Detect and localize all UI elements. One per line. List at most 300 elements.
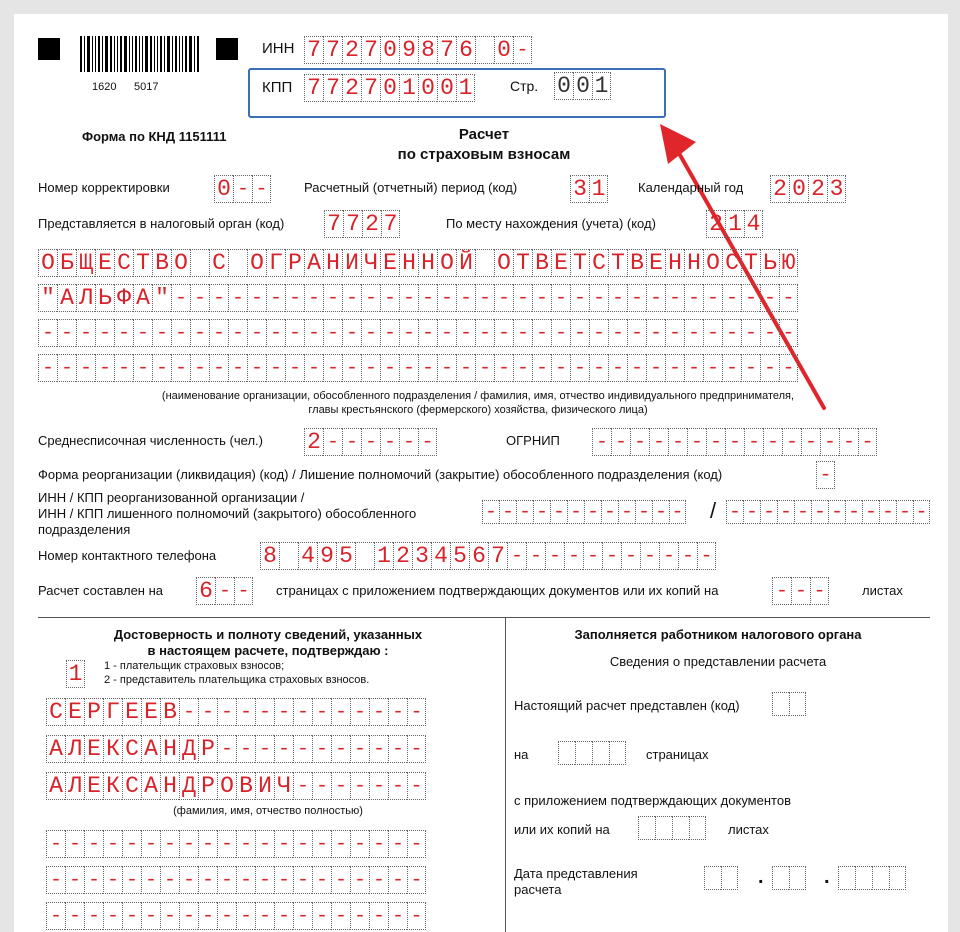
- char-cell: -: [57, 354, 76, 382]
- char-cell: -: [190, 284, 209, 312]
- year-cells[interactable]: [770, 175, 846, 203]
- char-cell: -: [816, 461, 835, 489]
- char-cell: -: [896, 500, 913, 524]
- char-cell: [772, 866, 789, 890]
- submitted-label: Настоящий расчет представлен (код): [514, 698, 740, 713]
- barcode-bar: [157, 36, 158, 72]
- extra-row-3[interactable]: [46, 902, 426, 930]
- char-cell: [889, 866, 906, 890]
- char-cell: -: [583, 542, 602, 570]
- char-cell: 7: [304, 74, 323, 102]
- inn-cells[interactable]: [304, 36, 532, 64]
- extra-row-1[interactable]: [46, 830, 426, 858]
- char-cell: -: [499, 500, 516, 524]
- char-cell: -: [646, 319, 665, 347]
- signer-code-cell[interactable]: [66, 660, 85, 688]
- org-name-row-1[interactable]: [38, 249, 798, 277]
- char-cell: -: [228, 284, 247, 312]
- barcode-bar: [102, 36, 103, 72]
- correction-cells[interactable]: [214, 175, 271, 203]
- page-number-cells[interactable]: [554, 72, 611, 100]
- char-cell: -: [858, 428, 877, 456]
- char-cell: 2: [770, 175, 789, 203]
- char-cell: В: [236, 772, 255, 800]
- form-title-line1: Расчет: [458, 126, 510, 143]
- char-cell: 1: [456, 74, 475, 102]
- barcode-bar: [182, 36, 183, 72]
- char-cell: А: [46, 735, 65, 763]
- copies-label: или их копий на: [514, 822, 610, 837]
- char-cell: -: [608, 284, 627, 312]
- char-cell: -: [84, 866, 103, 894]
- char-cell: -: [551, 319, 570, 347]
- char-cell: 4: [298, 542, 317, 570]
- date-label-2: расчета: [514, 882, 562, 897]
- char-cell: Ч: [274, 772, 293, 800]
- char-cell: Т: [570, 249, 589, 277]
- date-month-cells[interactable]: [772, 866, 806, 890]
- char-cell: Т: [133, 249, 152, 277]
- char-cell: -: [323, 284, 342, 312]
- char-cell: Н: [684, 249, 703, 277]
- char-cell: -: [706, 428, 725, 456]
- char-cell: -: [550, 500, 567, 524]
- char-cell: 1: [592, 72, 611, 100]
- barcode-bar: [172, 36, 173, 72]
- char-cell: -: [274, 735, 293, 763]
- office-block-title: Заполняется работником налогового органа: [574, 627, 862, 642]
- char-cell: -: [255, 866, 274, 894]
- char-cell: -: [592, 428, 611, 456]
- char-cell: -: [312, 772, 331, 800]
- char-cell: -: [57, 319, 76, 347]
- char-cell: -: [418, 428, 437, 456]
- char-cell: -: [913, 500, 930, 524]
- char-cell: -: [312, 902, 331, 930]
- char-cell: -: [532, 354, 551, 382]
- char-cell: -: [114, 319, 133, 347]
- char-cell: -: [741, 319, 760, 347]
- char-cell: -: [456, 354, 475, 382]
- char-cell: -: [820, 428, 839, 456]
- char-cell: -: [741, 354, 760, 382]
- char-cell: В: [532, 249, 551, 277]
- char-cell: -: [879, 500, 896, 524]
- char-cell: -: [608, 354, 627, 382]
- char-cell: -: [46, 866, 65, 894]
- submitted-code-cells[interactable]: [772, 692, 806, 716]
- char-cell: 0: [214, 175, 233, 203]
- char-cell: О: [171, 249, 190, 277]
- period-cells[interactable]: [570, 175, 608, 203]
- office-block-subtitle: Сведения о представлении расчета: [609, 654, 827, 669]
- char-cell: -: [312, 830, 331, 858]
- char-cell: Ь: [95, 284, 114, 312]
- extra-row-2[interactable]: [46, 866, 426, 894]
- char-cell: -: [350, 772, 369, 800]
- char-cell: А: [133, 284, 152, 312]
- char-cell: 7: [324, 210, 343, 238]
- date-day-cells[interactable]: [704, 866, 738, 890]
- tax-office-cells[interactable]: [324, 210, 400, 238]
- char-cell: 7: [304, 36, 323, 64]
- char-cell: -: [380, 354, 399, 382]
- char-cell: -: [228, 319, 247, 347]
- char-cell: -: [388, 772, 407, 800]
- char-cell: -: [380, 284, 399, 312]
- org-name-row-3[interactable]: [38, 319, 798, 347]
- char-cell: 0: [437, 74, 456, 102]
- fio-caption: (фамилия, имя, отчество полностью): [173, 805, 363, 817]
- char-cell: Л: [65, 772, 84, 800]
- barcode-bar: [117, 36, 118, 72]
- char-cell: 7: [381, 210, 400, 238]
- char-cell: 5: [336, 542, 355, 570]
- char-cell: -: [545, 542, 564, 570]
- char-cell: -: [407, 772, 426, 800]
- char-cell: [838, 866, 855, 890]
- barcode-bar: [84, 36, 85, 72]
- barcode-bar: [167, 36, 170, 72]
- char-cell: -: [649, 428, 668, 456]
- char-cell: Е: [122, 698, 141, 726]
- char-cell: -: [388, 866, 407, 894]
- char-cell: Е: [551, 249, 570, 277]
- char-cell: 7: [361, 74, 380, 102]
- char-cell: [592, 741, 609, 765]
- char-cell: -: [407, 698, 426, 726]
- char-cell: -: [103, 830, 122, 858]
- form-title-line2: по страховым взносам: [397, 146, 571, 163]
- char-cell: [872, 866, 889, 890]
- barcode-bar: [139, 36, 140, 72]
- char-cell: -: [741, 284, 760, 312]
- char-cell: -: [274, 866, 293, 894]
- char-cell: -: [475, 319, 494, 347]
- char-cell: -: [684, 284, 703, 312]
- barcode-bar: [179, 36, 180, 72]
- char-cell: -: [46, 902, 65, 930]
- org-name-row-2[interactable]: [38, 284, 798, 312]
- char-cell: -: [760, 500, 777, 524]
- char-cell: -: [567, 500, 584, 524]
- char-cell: Д: [179, 735, 198, 763]
- char-cell: -: [456, 284, 475, 312]
- date-year-cells[interactable]: [838, 866, 906, 890]
- headcount-cells[interactable]: [304, 428, 437, 456]
- location-cells[interactable]: [706, 210, 763, 238]
- char-cell: Т: [741, 249, 760, 277]
- char-cell: [609, 741, 626, 765]
- phone-cells[interactable]: [260, 542, 716, 570]
- char-cell: -: [236, 735, 255, 763]
- char-cell: Н: [160, 772, 179, 800]
- char-cell: -: [95, 319, 114, 347]
- char-cell: -: [293, 698, 312, 726]
- char-cell: -: [247, 354, 266, 382]
- char-cell: -: [551, 354, 570, 382]
- char-cell: -: [418, 284, 437, 312]
- char-cell: -: [217, 830, 236, 858]
- char-cell: -: [361, 284, 380, 312]
- char-cell: -: [388, 735, 407, 763]
- sheets-cells[interactable]: [772, 577, 829, 605]
- char-cell: Л: [76, 284, 95, 312]
- char-cell: Г: [103, 698, 122, 726]
- signer-option-2: 2 - представитель плательщика страховых взносов.: [104, 674, 370, 686]
- name-cells[interactable]: [46, 735, 426, 763]
- char-cell: -: [266, 284, 285, 312]
- char-cell: -: [350, 866, 369, 894]
- char-cell: -: [255, 698, 274, 726]
- char-cell: -: [782, 428, 801, 456]
- char-cell: -: [551, 284, 570, 312]
- patronymic-cells[interactable]: [46, 772, 426, 800]
- char-cell: А: [46, 772, 65, 800]
- ogrnip-label: ОГРНИП: [506, 433, 560, 448]
- char-cell: -: [323, 319, 342, 347]
- char-cell: -: [285, 284, 304, 312]
- char-cell: 6: [456, 36, 475, 64]
- barcode-bar: [185, 36, 187, 72]
- reorg-kpp-cells[interactable]: [726, 500, 930, 524]
- char-cell: -: [198, 902, 217, 930]
- org-name-caption-2: главы крестьянского (фермерского) хозяйства, физического лица): [308, 404, 648, 416]
- char-cell: Е: [646, 249, 665, 277]
- char-cell: [475, 36, 494, 64]
- char-cell: -: [810, 577, 829, 605]
- char-cell: -: [103, 902, 122, 930]
- char-cell: -: [722, 319, 741, 347]
- reorg-inn-label-1: ИНН / КПП реорганизованной организации /: [38, 490, 305, 505]
- char-cell: -: [418, 319, 437, 347]
- char-cell: -: [513, 284, 532, 312]
- org-name-row-4[interactable]: [38, 354, 798, 382]
- char-cell: -: [380, 319, 399, 347]
- char-cell: 3: [827, 175, 846, 203]
- char-cell: -: [845, 500, 862, 524]
- char-cell: -: [668, 428, 687, 456]
- char-cell: -: [791, 577, 810, 605]
- barcode-bar: [135, 36, 137, 72]
- char-cell: -: [274, 902, 293, 930]
- char-cell: -: [160, 830, 179, 858]
- char-cell: -: [65, 866, 84, 894]
- reorg-inn-label-2: ИНН / КПП лишенного полномочий (закрытого) обособленного: [38, 506, 417, 521]
- char-cell: [721, 866, 738, 890]
- char-cell: -: [141, 866, 160, 894]
- char-cell: 5: [450, 542, 469, 570]
- char-cell: И: [342, 249, 361, 277]
- char-cell: -: [152, 319, 171, 347]
- char-cell: -: [777, 500, 794, 524]
- char-cell: -: [247, 284, 266, 312]
- char-cell: -: [388, 830, 407, 858]
- char-cell: -: [331, 772, 350, 800]
- char-cell: -: [678, 542, 697, 570]
- char-cell: -: [293, 772, 312, 800]
- char-cell: -: [342, 284, 361, 312]
- barcode-bar: [154, 36, 155, 72]
- char-cell: [190, 249, 209, 277]
- char-cell: -: [570, 319, 589, 347]
- char-cell: 4: [431, 542, 450, 570]
- char-cell: -: [266, 354, 285, 382]
- char-cell: -: [160, 866, 179, 894]
- on-label: на: [514, 747, 529, 762]
- char-cell: 4: [744, 210, 763, 238]
- char-cell: -: [304, 354, 323, 382]
- pages-label: Расчет составлен на: [38, 583, 163, 598]
- char-cell: 2: [304, 428, 323, 456]
- char-cell: Д: [179, 772, 198, 800]
- char-cell: -: [722, 284, 741, 312]
- char-cell: Т: [608, 249, 627, 277]
- confirm-title-1: Достоверность и полноту сведений, указанных: [113, 627, 423, 642]
- ogrnip-cells[interactable]: [592, 428, 877, 456]
- char-cell: [355, 542, 374, 570]
- char-cell: Р: [198, 772, 217, 800]
- barcode-bar: [110, 36, 112, 72]
- char-cell: Е: [95, 249, 114, 277]
- location-label: По месту нахождения (учета) (код): [446, 216, 656, 231]
- correction-label: Номер корректировки: [38, 180, 170, 195]
- office-pages-cells[interactable]: [558, 741, 626, 765]
- char-cell: ": [38, 284, 57, 312]
- char-cell: С: [46, 698, 65, 726]
- char-cell: -: [743, 500, 760, 524]
- char-cell: -: [228, 354, 247, 382]
- barcode-bar: [189, 36, 192, 72]
- signer-option-1: 1 - плательщик страховых взносов;: [104, 660, 285, 672]
- char-cell: 2: [342, 36, 361, 64]
- char-cell: -: [437, 354, 456, 382]
- barcode-bar: [145, 36, 148, 72]
- barcode: [80, 36, 201, 72]
- char-cell: -: [627, 354, 646, 382]
- barcode-bar: [160, 36, 162, 72]
- char-cell: -: [669, 500, 686, 524]
- char-cell: -: [687, 428, 706, 456]
- char-cell: -: [236, 698, 255, 726]
- char-cell: -: [513, 354, 532, 382]
- office-sheets-cells[interactable]: [638, 816, 706, 840]
- surname-cells[interactable]: [46, 698, 426, 726]
- char-cell: -: [190, 319, 209, 347]
- barcode-number-left: 1620: [92, 81, 117, 93]
- char-cell: -: [122, 902, 141, 930]
- char-cell: -: [217, 866, 236, 894]
- char-cell: 0: [380, 74, 399, 102]
- char-cell: -: [255, 735, 274, 763]
- char-cell: -: [646, 354, 665, 382]
- char-cell: -: [236, 866, 255, 894]
- char-cell: -: [350, 735, 369, 763]
- char-cell: -: [198, 866, 217, 894]
- char-cell: -: [627, 319, 646, 347]
- char-cell: И: [255, 772, 274, 800]
- barcode-bar: [142, 36, 143, 72]
- char-cell: -: [84, 830, 103, 858]
- pages-cells[interactable]: [196, 577, 253, 605]
- char-cell: 3: [412, 542, 431, 570]
- char-cell: -: [331, 866, 350, 894]
- char-cell: -: [46, 830, 65, 858]
- kpp-cells[interactable]: [304, 74, 475, 102]
- char-cell: -: [602, 542, 621, 570]
- barcode-bar: [105, 36, 108, 72]
- char-cell: С: [722, 249, 741, 277]
- char-cell: -: [255, 902, 274, 930]
- char-cell: К: [103, 735, 122, 763]
- char-cell: -: [640, 542, 659, 570]
- char-cell: -: [285, 354, 304, 382]
- char-cell: 0: [494, 36, 513, 64]
- char-cell: -: [794, 500, 811, 524]
- char-cell: А: [304, 249, 323, 277]
- date-dot-2: .: [824, 866, 830, 888]
- reorg-cell[interactable]: [816, 461, 835, 489]
- char-cell: -: [665, 284, 684, 312]
- period-label: Расчетный (отчетный) период (код): [304, 180, 518, 195]
- char-cell: [228, 249, 247, 277]
- char-cell: Р: [84, 698, 103, 726]
- char-cell: -: [141, 830, 160, 858]
- char-cell: -: [621, 542, 640, 570]
- char-cell: -: [38, 354, 57, 382]
- char-cell: -: [152, 354, 171, 382]
- char-cell: Е: [380, 249, 399, 277]
- char-cell: [704, 866, 721, 890]
- char-cell: О: [494, 249, 513, 277]
- char-cell: -: [618, 500, 635, 524]
- char-cell: -: [665, 354, 684, 382]
- char-cell: 0: [573, 72, 592, 100]
- char-cell: Р: [285, 249, 304, 277]
- barcode-bar: [124, 36, 127, 72]
- char-cell: А: [57, 284, 76, 312]
- char-cell: -: [684, 319, 703, 347]
- char-cell: -: [103, 866, 122, 894]
- date-dot-1: .: [758, 866, 764, 888]
- char-cell: -: [65, 902, 84, 930]
- char-cell: -: [388, 698, 407, 726]
- char-cell: -: [361, 354, 380, 382]
- char-cell: -: [190, 354, 209, 382]
- char-cell: 1: [589, 175, 608, 203]
- char-cell: -: [342, 354, 361, 382]
- char-cell: -: [179, 830, 198, 858]
- char-cell: В: [152, 249, 171, 277]
- char-cell: -: [323, 428, 342, 456]
- char-cell: [575, 741, 592, 765]
- char-cell: -: [437, 284, 456, 312]
- char-cell: -: [418, 354, 437, 382]
- char-cell: -: [342, 428, 361, 456]
- char-cell: -: [331, 735, 350, 763]
- char-cell: [789, 692, 806, 716]
- char-cell: -: [312, 698, 331, 726]
- char-cell: -: [744, 428, 763, 456]
- char-cell: В: [627, 249, 646, 277]
- char-cell: -: [635, 500, 652, 524]
- char-cell: -: [482, 500, 499, 524]
- char-cell: [655, 816, 672, 840]
- reorg-inn-cells[interactable]: [482, 500, 686, 524]
- attach-label: с приложением подтверждающих документов: [514, 793, 791, 808]
- char-cell: -: [293, 866, 312, 894]
- char-cell: [279, 542, 298, 570]
